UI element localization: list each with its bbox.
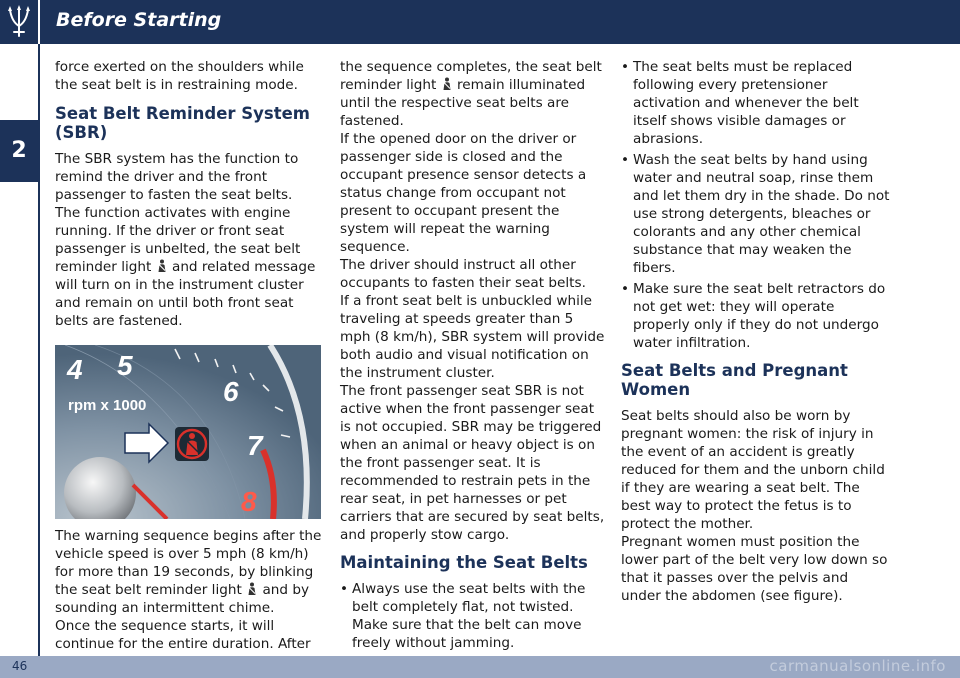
tachometer-image <box>55 345 321 519</box>
bullet-item: • Make sure the seat belt retractors do not get wet: they will operate properly only if they do not undergo water infiltration. <box>621 281 886 351</box>
bullet-item: • Wash the seat belts by hand using water and neutral soap, rinse them and let them dry in the shade. Do not use strong detergents, bleaches or colorants and any other chemical substance that may weaken the fibers. <box>621 152 890 276</box>
page-footer <box>0 656 960 678</box>
bullet-dot: • <box>621 152 630 168</box>
bullet-item: • Always use the seat belts with the belt completely flat, not twisted. Make sure that the belt can move freely without jamming. <box>340 581 586 651</box>
paragraph: The driver should instruct all other occupants to fasten their seat belts. <box>340 257 586 291</box>
paragraph: The front passenger seat SBR is not active when the front passenger seat is not occupied. SBR may be triggered when an animal or heavy object is on the front passenger seat. It is recommended to restrain pets in the rear seat, in pet harnesses or pet carriers that are secured by seat belts, and properly stow cargo. <box>340 383 605 543</box>
seatbelt-warning-icon <box>156 259 168 273</box>
column-1 <box>55 58 323 653</box>
paragraph: Pregnant women must position the lower part of the belt very low down so that it passes over the pelvis and under the abdomen (see figure). <box>621 534 888 604</box>
margin-divider <box>38 44 40 656</box>
bullet-dot: • <box>340 581 349 597</box>
paragraph: the sequence completes, the seat belt reminder light remain illuminated until the respective seat belts are fastened. <box>340 59 602 129</box>
gauge-number-4: 4 <box>67 354 83 385</box>
gauge-number-8: 8 <box>241 486 257 517</box>
paragraph: If a front seat belt is unbuckled while traveling at speeds greater than 5 mph (8 km/h), SBR system will provide both audio and visual notification on the instrument cluster. <box>340 293 605 381</box>
paragraph: If the opened door on the driver or passenger side is closed and the occupant presence sensor detects a status change from occupant not present to occupant present the system will repeat the warning sequence. <box>340 131 587 255</box>
paragraph: Once the sequence starts, it will continue for the entire duration. After <box>55 618 311 652</box>
watermark: carmanualsonline.info <box>769 657 946 675</box>
gauge-number-6: 6 <box>223 376 239 407</box>
header-title: Before Starting <box>56 9 222 31</box>
page-number: 46 <box>12 659 28 673</box>
paragraph: The warning sequence begins after the vehicle speed is over 5 mph (8 km/h) for more than 19 seconds, by blinking the seat belt reminder light and by sounding an intermittent chime. <box>55 528 322 616</box>
gauge-number-7: 7 <box>247 430 263 461</box>
seatbelt-warning-icon <box>246 582 258 596</box>
heading-sbr: Seat Belt Reminder System (SBR) <box>55 104 311 142</box>
paragraph: force exerted on the shoulders while the seat belt is in restraining mode. <box>55 59 304 93</box>
bullet-dot: • <box>621 281 630 297</box>
heading-pregnant: Seat Belts and Pregnant Women <box>621 361 848 399</box>
seatbelt-warning-icon <box>441 77 453 91</box>
gauge-number-5: 5 <box>117 350 133 381</box>
seatbelt-warning-icon <box>175 427 209 461</box>
bullet-dot: • <box>621 59 630 75</box>
heading-maintaining: Maintaining the Seat Belts <box>340 553 588 572</box>
bullet-item: • The seat belts must be replaced following every pretensioner activation and whenever the belt itself shows visible damages or abrasions. <box>621 59 859 147</box>
paragraph: The SBR system has the function to remind the driver and the front passenger to fasten the seat belts. <box>55 151 299 203</box>
paragraph: The function activates with engine running. If the driver or front seat passenger is unbelted, the seat belt reminder light and related message will turn on in the instrument cluster and remain on until both front seat belts are fastened. <box>55 205 316 329</box>
column-2 <box>340 58 606 652</box>
paragraph: Seat belts should also be worn by pregnant women: the risk of injury in the event of an accident is greatly reduced for them and the unborn child if they are wearing a seat belt. The best way to protect the fetus is to protect the mother. <box>621 408 885 532</box>
trident-logo-icon <box>0 0 40 44</box>
gauge-unit-label: rpm x 1000 <box>68 397 147 414</box>
column-3 <box>621 58 891 605</box>
chapter-tab: 2 <box>0 120 38 182</box>
page-header <box>0 0 960 44</box>
